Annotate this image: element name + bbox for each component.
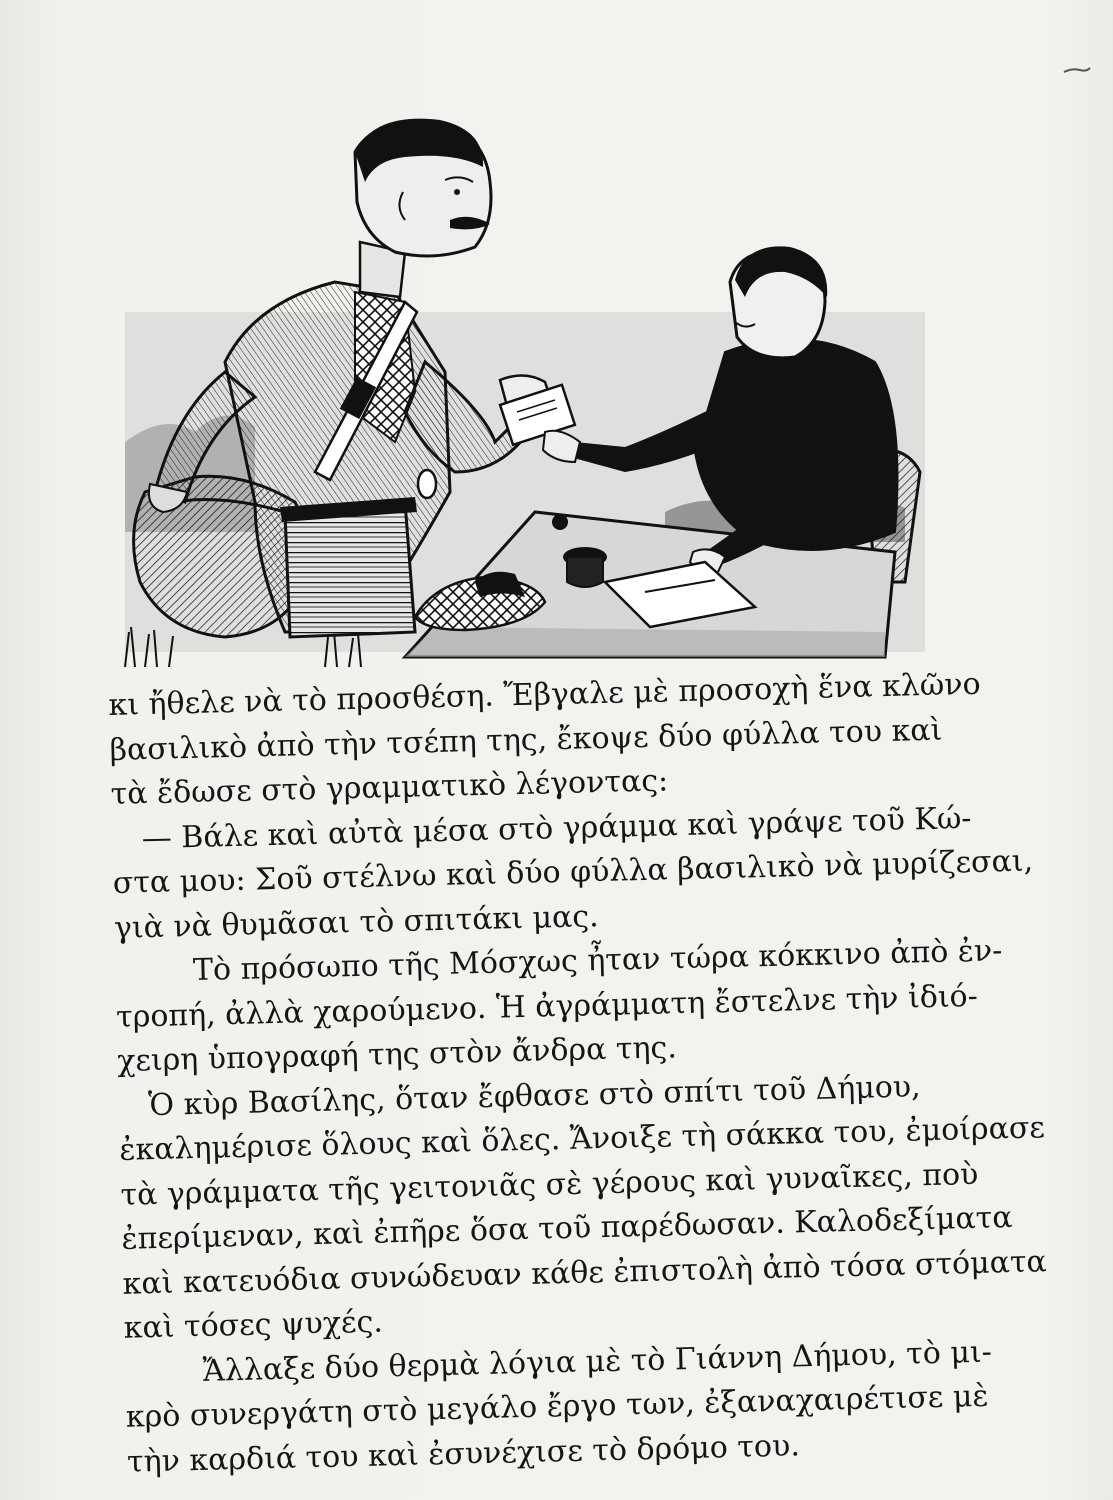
body-text bbox=[108, 663, 1048, 1484]
postman-handing-letter-illustration bbox=[105, 112, 940, 667]
text-line: στα μου: Σοῦ στέλνω καὶ δύο φύλλα βασιλικὸ νὰ μυρίζεσαι, bbox=[112, 843, 1034, 901]
text-line: βασιλικὸ ἀπὸ τὴν τσέπη της, ἔκοψε δύο φύλλα του καὶ bbox=[109, 712, 943, 768]
text-line: γιὰ νὰ θυμᾶσαι τὸ σπιτάκι μας. bbox=[113, 898, 600, 946]
text-line: κι ἤθελε νὰ τὸ προσθέση. Ἔβγαλε μὲ προσοχὴ ἕνα κλῶνο bbox=[108, 666, 981, 723]
page-corner-mark bbox=[1062, 42, 1092, 82]
text-line: καὶ τόσες ψυχές. bbox=[123, 1304, 384, 1346]
text-line: Ὁ κὺρ Βασίλης, ὅταν ἔφθασε στὸ σπίτι τοῦ Δήμου, bbox=[147, 1068, 921, 1123]
text-line: — Βάλε καὶ αὐτὰ μέσα στὸ γράμμα καὶ γράψε τοῦ Κώ- bbox=[141, 800, 972, 856]
text-line: Ἄλλαξε δύο θερμὰ λόγια μὲ τὸ Γιάννη Δήμου, τὸ μι- bbox=[202, 1334, 993, 1389]
text-line: ἐκαλημέρισε ὅλους καὶ ὅλες. Ἄνοιξε τὴ σάκκα του, ἐμοίρασε bbox=[118, 1110, 1046, 1168]
text-line: τὴν καρδιά του καὶ ἐσυνέχισε τὸ δρόμο του. bbox=[126, 1427, 801, 1480]
text-line: τὰ ἔδωσε στὸ γραμματικὸ λέγοντας: bbox=[110, 763, 669, 812]
text-line: χειρη ὑπογραφή της στὸν ἄνδρα της. bbox=[116, 1030, 678, 1079]
text-line: τὰ γράμματα τῆς γειτονιᾶς σὲ γέρους καὶ γυναῖκες, ποὺ bbox=[120, 1156, 979, 1213]
text-line: Τὸ πρόσωπο τῆς Μόσχως ἦταν τώρα κόκκινο ἀπὸ ἐν- bbox=[192, 933, 1003, 989]
text-line: καὶ κατευόδια συνώδευαν κάθε ἐπιστολὴ ἀπὸ τόσα στόματα bbox=[122, 1243, 1048, 1302]
text-line: τροπή, ἀλλὰ χαρούμενο. Ἡ ἀγράμματη ἔστελνε τὴν ἰδιό- bbox=[115, 978, 979, 1035]
text-line: κρὸ συνεργάτη στὸ μεγάλο ἔργο των, ἐξαναχαιρέτισε μὲ bbox=[125, 1378, 989, 1435]
text-line: ἐπερίμεναν, καὶ ἐπῆρε ὅσα τοῦ παρέδωσαν. Καλοδεξίματα bbox=[121, 1200, 1013, 1257]
